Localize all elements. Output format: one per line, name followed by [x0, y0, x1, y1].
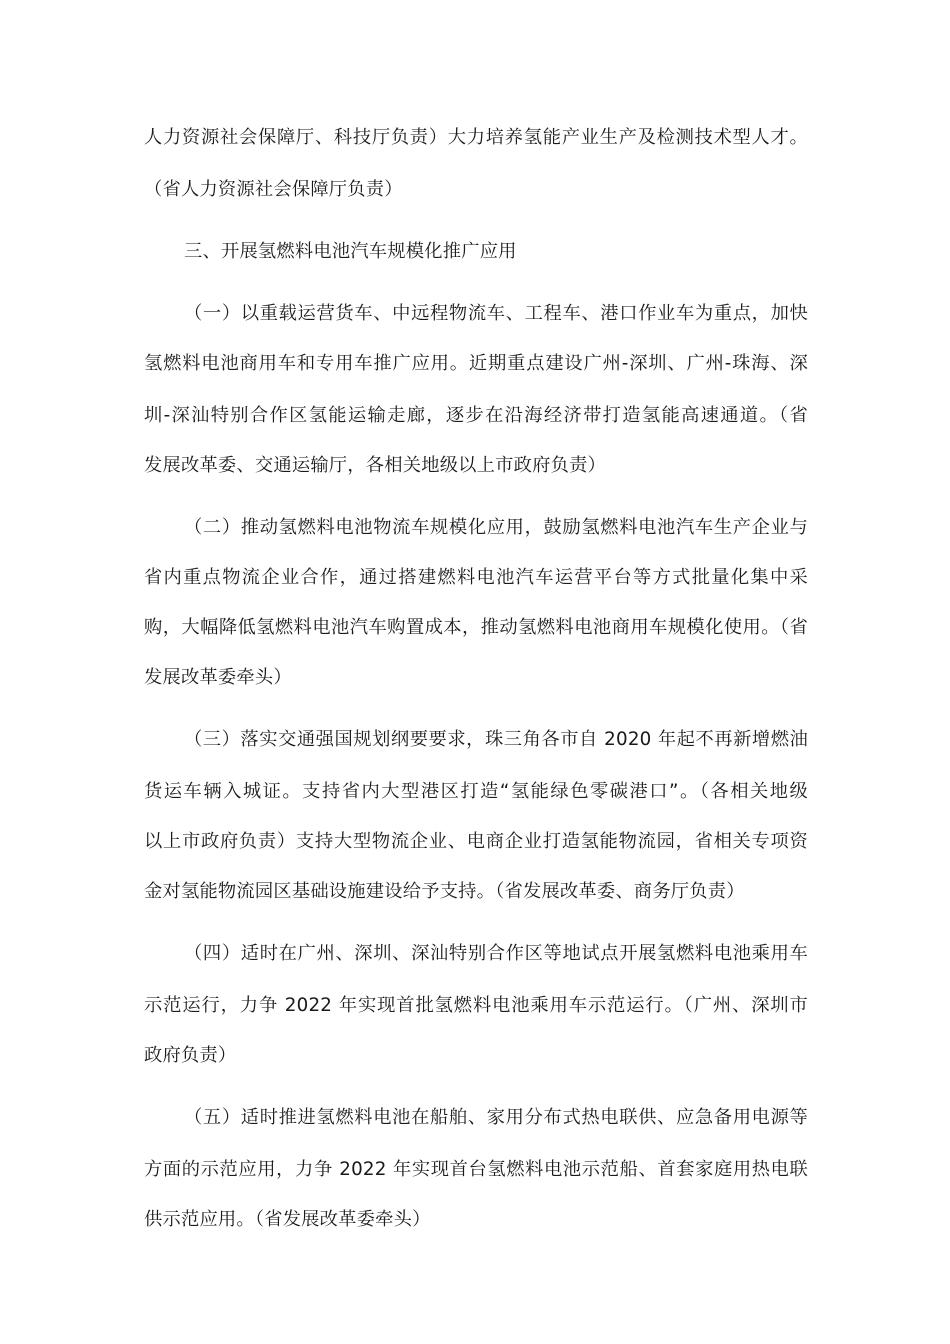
- text-line: 氢燃料电池商用车和专用车推广应用。近期重点建设广州-深圳、广州-珠海、深: [144, 353, 808, 374]
- text-line: 发展改革委牵头）: [144, 667, 292, 688]
- text-line: （五）适时推进氢燃料电池在船舶、家用分布式热电联供、应急备用电源等: [184, 1107, 808, 1128]
- text-line: 以上市政府负责）支持大型物流企业、电商企业打造氢能物流园，省相关专项资: [144, 831, 808, 852]
- text-line: 金对氢能物流园区基础设施建设给予支持。（省发展改革委、商务厅负责）: [144, 881, 745, 902]
- text-line: （三）落实交通强国规划纲要要求，珠三角各市自 2020 年起不再新增燃油: [184, 729, 808, 750]
- text-line: 发展改革委、交通运输厅，各相关地级以上市政府负责）: [144, 455, 607, 476]
- text-line: （四）适时在广州、深圳、深汕特别合作区等地试点开展氢燃料电池乘用车: [184, 943, 808, 964]
- text-line: 三、开展氢燃料电池汽车规模化推广应用: [184, 241, 517, 262]
- text-line: 政府负责）: [144, 1045, 237, 1066]
- text-line: 方面的示范应用，力争 2022 年实现首台氢燃料电池示范船、首套家庭用热电联: [144, 1159, 808, 1180]
- text-line: 示范运行，力争 2022 年实现首批氢燃料电池乘用车示范运行。（广州、深圳市: [144, 995, 808, 1016]
- text-line: 人力资源社会保障厅、科技厅负责）大力培养氢能产业生产及检测技术型人才。: [144, 127, 808, 148]
- text-line: （省人力资源社会保障厅负责）: [144, 179, 403, 200]
- text-line: 货运车辆入城证。支持省内大型港区打造“氢能绿色零碳港口”。（各相关地级: [144, 781, 808, 802]
- text-line: 供示范应用。（省发展改革委牵头）: [144, 1209, 431, 1230]
- text-line: （一）以重载运营货车、中远程物流车、工程车、港口作业车为重点，加快: [184, 303, 808, 324]
- text-line: 购，大幅降低氢燃料电池汽车购置成本，推动氢燃料电池商用车规模化使用。（省: [144, 617, 808, 638]
- text-line: 省内重点物流企业合作，通过搭建燃料电池汽车运营平台等方式批量化集中采: [144, 567, 808, 588]
- text-line: （二）推动氢燃料电池物流车规模化应用，鼓励氢燃料电池汽车生产企业与: [184, 517, 808, 538]
- text-line: 圳-深汕特别合作区氢能运输走廊，逐步在沿海经济带打造氢能高速通道。（省: [144, 405, 808, 426]
